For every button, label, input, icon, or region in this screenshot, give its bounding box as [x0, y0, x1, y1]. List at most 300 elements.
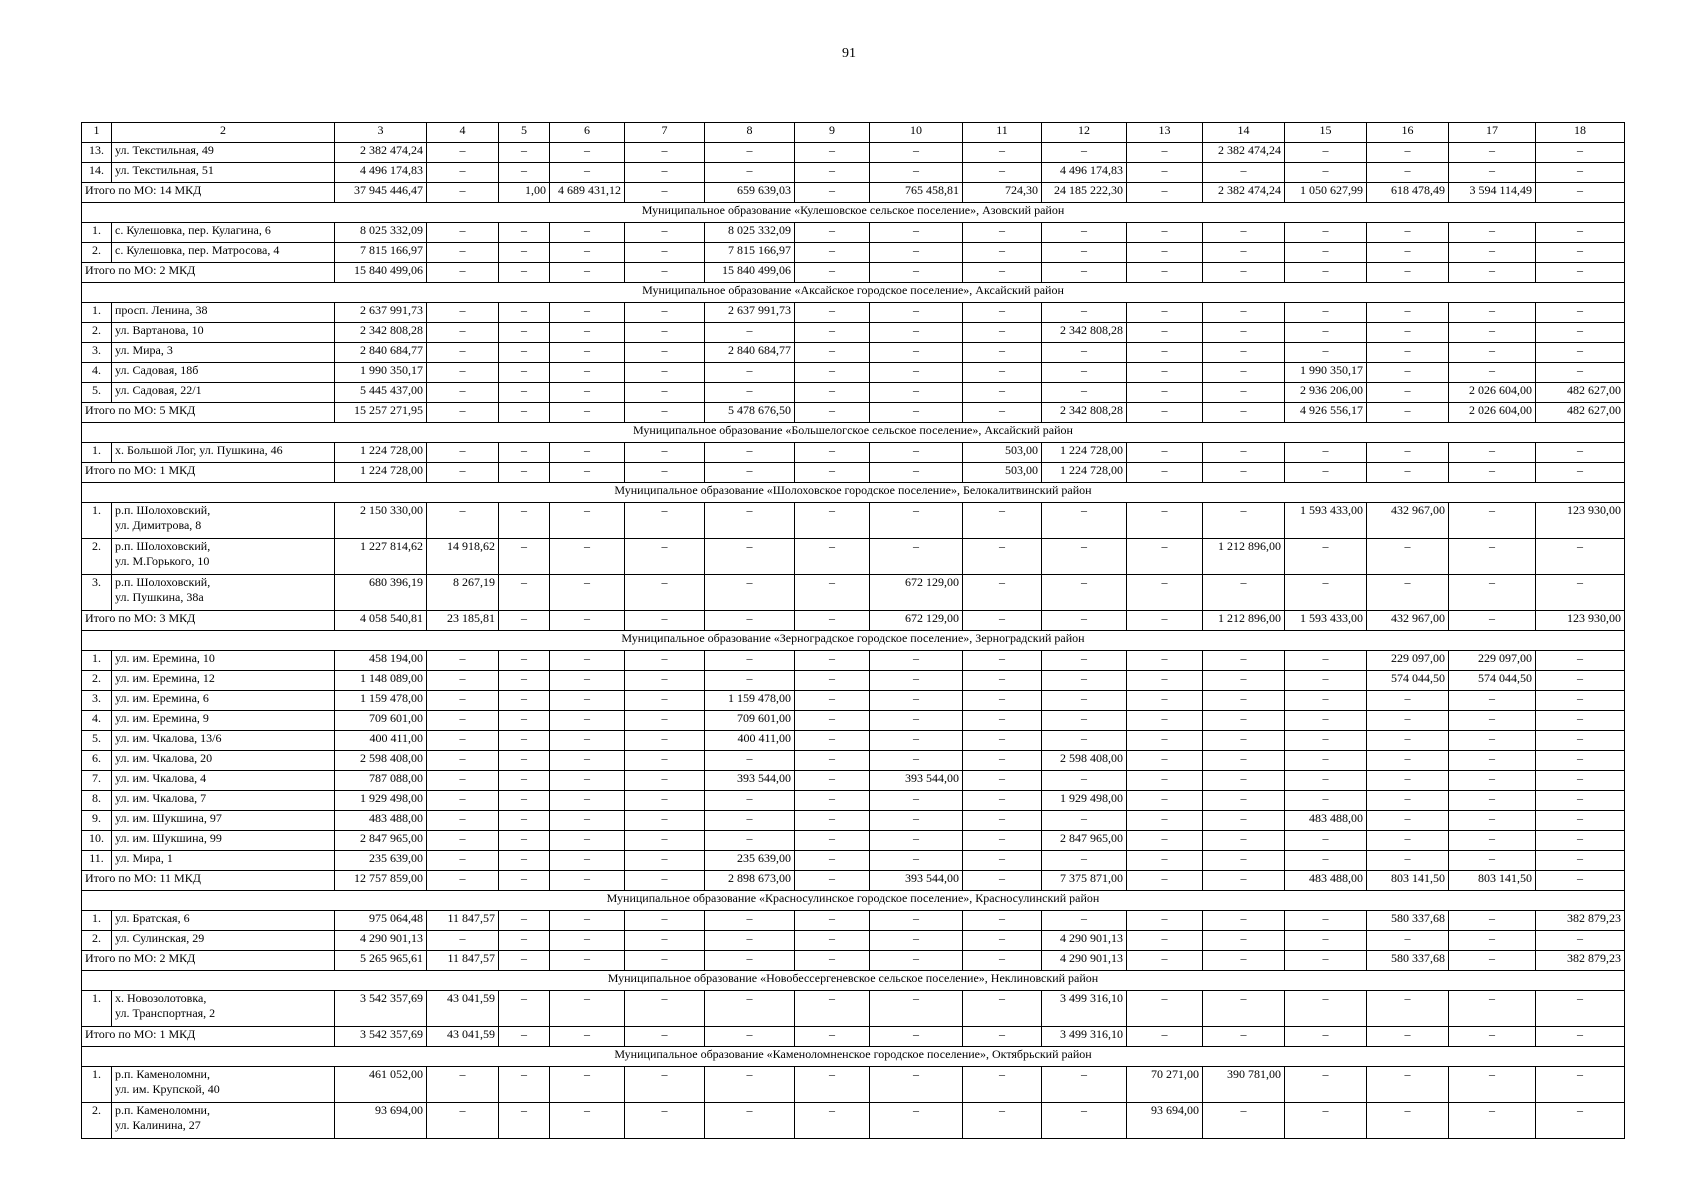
row-number-cell: 1.: [82, 303, 112, 323]
value-cell: –: [550, 303, 625, 323]
value-cell: –: [1536, 243, 1625, 263]
value-cell: –: [795, 243, 870, 263]
total-value-cell: –: [1203, 403, 1285, 423]
value-cell: –: [427, 163, 499, 183]
address-cell: ул. Садовая, 18б: [112, 363, 335, 383]
value-cell: 235 639,00: [335, 851, 427, 871]
value-cell: –: [1285, 831, 1367, 851]
value-cell: –: [1127, 911, 1203, 931]
value-cell: 709 601,00: [705, 711, 795, 731]
value-cell: 2 598 408,00: [1042, 751, 1127, 771]
value-cell: 3 499 316,10: [1042, 991, 1127, 1027]
total-value-cell: –: [705, 463, 795, 483]
value-cell: –: [1042, 1067, 1127, 1103]
value-cell: –: [870, 851, 963, 871]
total-value-cell: 393 544,00: [870, 871, 963, 891]
total-value-cell: –: [795, 403, 870, 423]
total-value-cell: 382 879,23: [1536, 951, 1625, 971]
total-value-cell: –: [1449, 611, 1536, 631]
value-cell: –: [625, 811, 705, 831]
value-cell: –: [499, 243, 550, 263]
value-cell: –: [795, 1067, 870, 1103]
value-cell: 2 637 991,73: [335, 303, 427, 323]
address-cell: с. Кулешовка, пер. Кулагина, 6: [112, 223, 335, 243]
value-cell: –: [550, 651, 625, 671]
table-row: [82, 343, 1625, 363]
total-value-cell: –: [625, 263, 705, 283]
column-number-cell: 10: [870, 123, 963, 143]
value-cell: –: [499, 831, 550, 851]
value-cell: –: [1449, 1103, 1536, 1139]
value-cell: –: [1536, 751, 1625, 771]
total-value-cell: –: [499, 463, 550, 483]
value-cell: –: [625, 851, 705, 871]
total-value-cell: –: [1367, 463, 1449, 483]
value-cell: –: [1042, 575, 1127, 611]
total-value-cell: –: [705, 951, 795, 971]
value-cell: 1 148 089,00: [335, 671, 427, 691]
value-cell: –: [1042, 771, 1127, 791]
value-cell: 43 041,59: [427, 991, 499, 1027]
value-cell: –: [795, 751, 870, 771]
value-cell: 709 601,00: [335, 711, 427, 731]
value-cell: –: [1449, 323, 1536, 343]
value-cell: –: [963, 851, 1042, 871]
total-value-cell: –: [1285, 1027, 1367, 1047]
value-cell: –: [1285, 1103, 1367, 1139]
value-cell: –: [427, 503, 499, 539]
value-cell: –: [1449, 851, 1536, 871]
municipality-header-row: [82, 971, 1625, 991]
value-cell: –: [499, 911, 550, 931]
value-cell: –: [427, 831, 499, 851]
value-cell: –: [427, 651, 499, 671]
total-value-cell: 3 499 316,10: [1042, 1027, 1127, 1047]
total-value-cell: 1 224 728,00: [335, 463, 427, 483]
value-cell: –: [963, 539, 1042, 575]
value-cell: –: [625, 1103, 705, 1139]
table-row: [82, 771, 1625, 791]
value-cell: –: [705, 539, 795, 575]
value-cell: 1 990 350,17: [1285, 363, 1367, 383]
value-cell: –: [1536, 731, 1625, 751]
value-cell: –: [499, 575, 550, 611]
value-cell: –: [963, 323, 1042, 343]
value-cell: –: [870, 711, 963, 731]
value-cell: –: [1449, 1067, 1536, 1103]
row-number-cell: 1.: [82, 991, 112, 1027]
value-cell: –: [1042, 243, 1127, 263]
value-cell: –: [1367, 1067, 1449, 1103]
address-cell: с. Кулешовка, пер. Матросова, 4: [112, 243, 335, 263]
value-cell: –: [963, 1067, 1042, 1103]
value-cell: –: [550, 811, 625, 831]
value-cell: –: [870, 503, 963, 539]
value-cell: –: [870, 363, 963, 383]
value-cell: –: [1127, 363, 1203, 383]
value-cell: –: [870, 831, 963, 851]
row-number-cell: 1.: [82, 503, 112, 539]
value-cell: 2 847 965,00: [335, 831, 427, 851]
value-cell: –: [550, 323, 625, 343]
value-cell: –: [499, 503, 550, 539]
value-cell: 400 411,00: [335, 731, 427, 751]
value-cell: 5 445 437,00: [335, 383, 427, 403]
value-cell: –: [963, 691, 1042, 711]
column-number-cell: 16: [1367, 123, 1449, 143]
value-cell: –: [499, 791, 550, 811]
row-number-cell: 13.: [82, 143, 112, 163]
value-cell: –: [499, 539, 550, 575]
value-cell: 14 918,62: [427, 539, 499, 575]
column-number-cell: 7: [625, 123, 705, 143]
value-cell: –: [1042, 911, 1127, 931]
municipality-title: Муниципальное образование «Большелогское сельское поселение», Аксайский район: [82, 423, 1625, 443]
value-cell: –: [1127, 383, 1203, 403]
total-value-cell: 724,30: [963, 183, 1042, 203]
value-cell: –: [963, 363, 1042, 383]
value-cell: –: [795, 771, 870, 791]
value-cell: –: [1127, 303, 1203, 323]
value-cell: –: [1203, 303, 1285, 323]
row-number-cell: 7.: [82, 771, 112, 791]
address-cell: ул. им. Чкалова, 20: [112, 751, 335, 771]
value-cell: –: [705, 991, 795, 1027]
value-cell: –: [550, 343, 625, 363]
total-value-cell: –: [625, 611, 705, 631]
municipality-title: Муниципальное образование «Аксайское городское поселение», Аксайский район: [82, 283, 1625, 303]
column-number-cell: 6: [550, 123, 625, 143]
value-cell: –: [795, 831, 870, 851]
address-cell: ул. Мира, 3: [112, 343, 335, 363]
value-cell: –: [1042, 671, 1127, 691]
total-value-cell: –: [795, 463, 870, 483]
value-cell: 482 627,00: [1536, 383, 1625, 403]
value-cell: –: [427, 143, 499, 163]
value-cell: –: [1536, 931, 1625, 951]
total-value-cell: –: [625, 951, 705, 971]
total-label-cell: Итого по МО: 1 МКД: [82, 463, 335, 483]
value-cell: –: [625, 223, 705, 243]
row-number-cell: 8.: [82, 791, 112, 811]
value-cell: –: [1449, 343, 1536, 363]
value-cell: –: [870, 991, 963, 1027]
total-value-cell: –: [963, 1027, 1042, 1047]
value-cell: –: [963, 243, 1042, 263]
value-cell: –: [1127, 575, 1203, 611]
address-cell: ул. им. Чкалова, 7: [112, 791, 335, 811]
value-cell: –: [1285, 671, 1367, 691]
total-value-cell: –: [1367, 263, 1449, 283]
table-row: [82, 791, 1625, 811]
total-value-cell: 15 840 499,06: [705, 263, 795, 283]
value-cell: –: [1042, 1103, 1127, 1139]
value-cell: –: [1285, 443, 1367, 463]
value-cell: –: [1449, 831, 1536, 851]
total-value-cell: –: [1203, 951, 1285, 971]
value-cell: –: [1367, 691, 1449, 711]
value-cell: –: [1449, 503, 1536, 539]
value-cell: –: [1449, 811, 1536, 831]
value-cell: 123 930,00: [1536, 503, 1625, 539]
value-cell: 574 044,50: [1367, 671, 1449, 691]
value-cell: –: [795, 343, 870, 363]
value-cell: –: [1127, 651, 1203, 671]
value-cell: –: [1536, 163, 1625, 183]
value-cell: –: [963, 163, 1042, 183]
total-value-cell: 4 290 901,13: [1042, 951, 1127, 971]
total-value-cell: 1 212 896,00: [1203, 611, 1285, 631]
value-cell: –: [870, 243, 963, 263]
value-cell: –: [963, 671, 1042, 691]
value-cell: –: [1285, 711, 1367, 731]
total-label-cell: Итого по МО: 11 МКД: [82, 871, 335, 891]
total-value-cell: –: [795, 871, 870, 891]
value-cell: –: [870, 383, 963, 403]
value-cell: –: [1449, 711, 1536, 731]
value-cell: –: [870, 323, 963, 343]
value-cell: –: [427, 711, 499, 731]
value-cell: –: [550, 671, 625, 691]
municipality-header-row: [82, 891, 1625, 911]
total-value-cell: –: [427, 183, 499, 203]
total-value-cell: –: [499, 871, 550, 891]
value-cell: –: [550, 1103, 625, 1139]
municipality-title: Муниципальное образование «Кулешовское сельское поселение», Азовский район: [82, 203, 1625, 223]
value-cell: –: [1285, 243, 1367, 263]
address-cell: х. Большой Лог, ул. Пушкина, 46: [112, 443, 335, 463]
value-cell: –: [1127, 731, 1203, 751]
value-cell: –: [550, 539, 625, 575]
value-cell: –: [550, 503, 625, 539]
value-cell: 2 342 808,28: [1042, 323, 1127, 343]
value-cell: 483 488,00: [1285, 811, 1367, 831]
total-label-cell: Итого по МО: 2 МКД: [82, 951, 335, 971]
value-cell: –: [1203, 831, 1285, 851]
value-cell: –: [550, 383, 625, 403]
total-value-cell: –: [1536, 463, 1625, 483]
value-cell: –: [795, 991, 870, 1027]
value-cell: 432 967,00: [1367, 503, 1449, 539]
row-number-cell: 2.: [82, 323, 112, 343]
address-cell: ул. Братская, 6: [112, 911, 335, 931]
total-label-cell: Итого по МО: 2 МКД: [82, 263, 335, 283]
value-cell: –: [1285, 991, 1367, 1027]
value-cell: –: [705, 503, 795, 539]
value-cell: –: [499, 1103, 550, 1139]
value-cell: –: [1367, 811, 1449, 831]
value-cell: –: [1536, 1067, 1625, 1103]
table-row: [82, 851, 1625, 871]
value-cell: –: [1285, 223, 1367, 243]
total-value-cell: –: [550, 403, 625, 423]
value-cell: –: [1285, 303, 1367, 323]
value-cell: –: [1285, 731, 1367, 751]
table-row: [82, 143, 1625, 163]
value-cell: –: [963, 711, 1042, 731]
value-cell: 1 224 728,00: [1042, 443, 1127, 463]
value-cell: –: [795, 575, 870, 611]
value-cell: –: [795, 383, 870, 403]
value-cell: –: [625, 363, 705, 383]
value-cell: –: [1367, 539, 1449, 575]
value-cell: –: [550, 771, 625, 791]
value-cell: 8 025 332,09: [705, 223, 795, 243]
value-cell: –: [1536, 851, 1625, 871]
value-cell: –: [870, 731, 963, 751]
value-cell: 1 159 478,00: [335, 691, 427, 711]
value-cell: 503,00: [963, 443, 1042, 463]
total-value-cell: –: [625, 871, 705, 891]
value-cell: –: [963, 751, 1042, 771]
value-cell: –: [1367, 1103, 1449, 1139]
value-cell: –: [795, 223, 870, 243]
value-cell: –: [1127, 751, 1203, 771]
total-value-cell: 432 967,00: [1367, 611, 1449, 631]
value-cell: –: [1042, 651, 1127, 671]
total-value-cell: 618 478,49: [1367, 183, 1449, 203]
value-cell: –: [427, 811, 499, 831]
value-cell: –: [1536, 539, 1625, 575]
value-cell: –: [1203, 163, 1285, 183]
value-cell: 2 382 474,24: [335, 143, 427, 163]
value-cell: –: [499, 851, 550, 871]
value-cell: –: [1203, 791, 1285, 811]
value-cell: –: [499, 143, 550, 163]
value-cell: –: [1285, 691, 1367, 711]
value-cell: –: [1285, 751, 1367, 771]
total-value-cell: –: [1127, 463, 1203, 483]
value-cell: –: [1449, 223, 1536, 243]
value-cell: –: [1367, 851, 1449, 871]
total-value-cell: 672 129,00: [870, 611, 963, 631]
value-cell: 2 847 965,00: [1042, 831, 1127, 851]
column-number-cell: 5: [499, 123, 550, 143]
total-value-cell: 24 185 222,30: [1042, 183, 1127, 203]
value-cell: –: [1203, 731, 1285, 751]
address-cell: р.п. Шолоховский, ул. М.Горького, 10: [112, 539, 335, 575]
total-value-cell: –: [795, 263, 870, 283]
value-cell: –: [1285, 575, 1367, 611]
table-row: [82, 691, 1625, 711]
address-cell: ул. Текстильная, 49: [112, 143, 335, 163]
value-cell: –: [625, 831, 705, 851]
total-value-cell: –: [1127, 183, 1203, 203]
value-cell: –: [499, 811, 550, 831]
row-number-cell: 3.: [82, 575, 112, 611]
table-row: [82, 1103, 1625, 1139]
value-cell: –: [550, 1067, 625, 1103]
value-cell: –: [870, 1103, 963, 1139]
value-cell: –: [705, 651, 795, 671]
value-cell: –: [1285, 1067, 1367, 1103]
value-cell: –: [705, 1067, 795, 1103]
address-cell: р.п. Шолоховский, ул. Пушкина, 38а: [112, 575, 335, 611]
value-cell: –: [1536, 143, 1625, 163]
value-cell: –: [795, 671, 870, 691]
value-cell: –: [1203, 711, 1285, 731]
address-cell: ул. Сулинская, 29: [112, 931, 335, 951]
address-cell: ул. им. Чкалова, 13/6: [112, 731, 335, 751]
total-value-cell: 7 375 871,00: [1042, 871, 1127, 891]
total-value-cell: 5 265 965,61: [335, 951, 427, 971]
total-value-cell: 659 639,03: [705, 183, 795, 203]
total-value-cell: 803 141,50: [1367, 871, 1449, 891]
value-cell: –: [1127, 791, 1203, 811]
value-cell: –: [705, 163, 795, 183]
total-label-cell: Итого по МО: 5 МКД: [82, 403, 335, 423]
value-cell: –: [1536, 771, 1625, 791]
total-value-cell: –: [427, 263, 499, 283]
value-cell: –: [427, 691, 499, 711]
value-cell: –: [1449, 539, 1536, 575]
value-cell: 680 396,19: [335, 575, 427, 611]
value-cell: 382 879,23: [1536, 911, 1625, 931]
total-value-cell: –: [1285, 951, 1367, 971]
value-cell: –: [870, 931, 963, 951]
municipality-title: Муниципальное образование «Красносулинское городское поселение», Красносулинский район: [82, 891, 1625, 911]
value-cell: –: [1449, 911, 1536, 931]
total-label-cell: Итого по МО: 3 МКД: [82, 611, 335, 631]
value-cell: –: [1203, 223, 1285, 243]
table-row: [82, 363, 1625, 383]
value-cell: –: [870, 651, 963, 671]
column-number-cell: 15: [1285, 123, 1367, 143]
value-cell: –: [1449, 163, 1536, 183]
value-cell: –: [550, 851, 625, 871]
value-cell: –: [1042, 731, 1127, 751]
value-cell: 390 781,00: [1203, 1067, 1285, 1103]
value-cell: 7 815 166,97: [705, 243, 795, 263]
value-cell: –: [427, 303, 499, 323]
value-cell: –: [705, 323, 795, 343]
value-cell: –: [1367, 771, 1449, 791]
value-cell: –: [499, 691, 550, 711]
total-value-cell: –: [1127, 263, 1203, 283]
value-cell: –: [427, 243, 499, 263]
total-value-cell: 2 382 474,24: [1203, 183, 1285, 203]
column-number-cell: 8: [705, 123, 795, 143]
total-value-cell: –: [1449, 951, 1536, 971]
value-cell: –: [427, 363, 499, 383]
row-number-cell: 5.: [82, 383, 112, 403]
value-cell: –: [1285, 163, 1367, 183]
value-cell: –: [1203, 931, 1285, 951]
value-cell: –: [963, 651, 1042, 671]
table-row: [82, 731, 1625, 751]
value-cell: –: [427, 323, 499, 343]
total-value-cell: –: [795, 183, 870, 203]
table-row: [82, 931, 1625, 951]
value-cell: –: [795, 711, 870, 731]
value-cell: –: [1127, 671, 1203, 691]
address-cell: ул. им. Чкалова, 4: [112, 771, 335, 791]
total-value-cell: 1,00: [499, 183, 550, 203]
table-row: [82, 575, 1625, 611]
value-cell: –: [1449, 731, 1536, 751]
value-cell: 93 694,00: [1127, 1103, 1203, 1139]
value-cell: –: [1367, 443, 1449, 463]
value-cell: –: [550, 691, 625, 711]
value-cell: –: [1536, 575, 1625, 611]
value-cell: –: [870, 691, 963, 711]
value-cell: –: [625, 443, 705, 463]
value-cell: –: [705, 575, 795, 611]
value-cell: –: [499, 651, 550, 671]
value-cell: 93 694,00: [335, 1103, 427, 1139]
value-cell: –: [499, 303, 550, 323]
table-row: [82, 751, 1625, 771]
